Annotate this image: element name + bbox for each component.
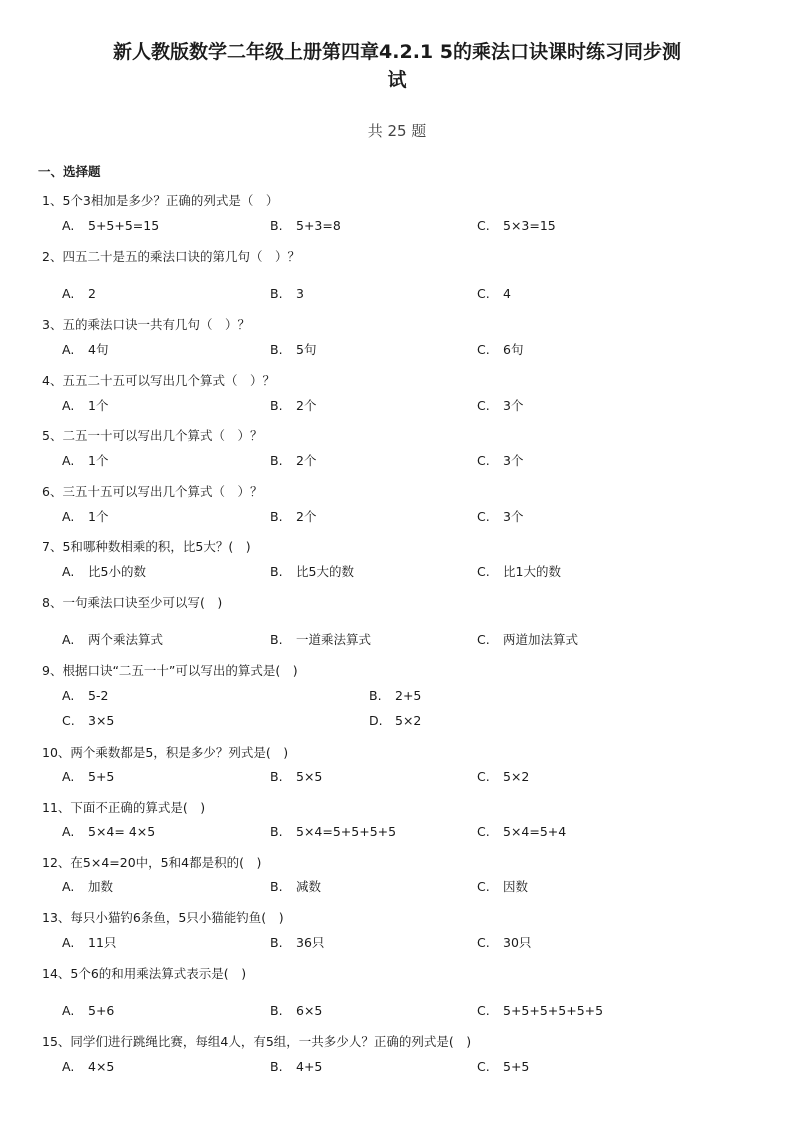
option-text: 5+3=8 <box>296 218 341 233</box>
option-text: 3个 <box>503 398 524 413</box>
answer-option[interactable] <box>270 1058 322 1076</box>
option-text: 5×4=5+5+5+5 <box>296 824 397 839</box>
answer-option[interactable] <box>270 823 396 841</box>
option-text: 5×4=5+4 <box>503 824 567 839</box>
answer-option[interactable] <box>270 631 371 649</box>
question-text: 7、5和哪种数相乘的积，比5大？( ) <box>42 539 251 554</box>
option-letter: B. <box>270 564 283 579</box>
question-text: 5、二五一十可以写出几个算式（ ）？ <box>42 428 263 443</box>
option-text: 6×5 <box>296 1003 323 1018</box>
question-text: 6、三五十五可以写出几个算式（ ）？ <box>42 484 263 499</box>
option-text: 2个 <box>296 453 317 468</box>
document-title <box>60 38 734 94</box>
option-letter: B. <box>270 632 283 647</box>
option-text: 5+5+5+5+5+5 <box>503 1003 604 1018</box>
answer-option[interactable] <box>62 217 159 235</box>
option-letter: C. <box>477 935 490 950</box>
option-text: 2个 <box>296 398 317 413</box>
option-text: 1个 <box>88 509 109 524</box>
question-text: 4、五五二十五可以写出几个算式（ ）？ <box>42 373 275 388</box>
option-letter: A. <box>62 824 75 839</box>
answer-option[interactable] <box>62 712 114 730</box>
title-line-2: 试 <box>387 69 407 91</box>
option-text: 5+5 <box>88 769 115 784</box>
option-letter: B. <box>270 342 283 357</box>
option-letter: B. <box>270 824 283 839</box>
option-text: 加数 <box>88 879 114 894</box>
option-text: 36只 <box>296 935 325 950</box>
option-letter: B. <box>369 688 382 703</box>
answer-option[interactable] <box>62 1058 114 1076</box>
option-letter: A. <box>62 398 75 413</box>
answer-option[interactable] <box>477 768 529 786</box>
option-text: 两个乘法算式 <box>88 632 164 647</box>
answer-option[interactable] <box>62 1002 114 1020</box>
option-text: 5×2 <box>395 713 422 728</box>
option-letter: A. <box>62 453 75 468</box>
option-letter: C. <box>62 713 75 728</box>
option-text: 因数 <box>503 879 529 894</box>
option-text: 5×4= 4×5 <box>88 824 156 839</box>
option-text: 11只 <box>88 935 117 950</box>
answer-option[interactable] <box>62 285 96 303</box>
question-text: 8、一句乘法口诀至少可以写( ) <box>42 595 223 610</box>
option-letter: B. <box>270 453 283 468</box>
option-text: 一道乘法算式 <box>296 632 372 647</box>
answer-option[interactable] <box>270 397 316 415</box>
option-letter: A. <box>62 509 75 524</box>
answer-option[interactable] <box>270 563 354 581</box>
answer-option[interactable] <box>62 934 116 952</box>
answer-option[interactable] <box>62 397 108 415</box>
question-text: 9、根据口诀“二五一十”可以写出的算式是( ) <box>42 663 298 678</box>
option-letter: C. <box>477 824 490 839</box>
answer-option[interactable] <box>477 563 561 581</box>
answer-option[interactable] <box>477 341 523 359</box>
option-letter: C. <box>477 342 490 357</box>
question-text: 1、5个3相加是多少？正确的列式是（ ） <box>42 193 279 208</box>
option-letter: C. <box>477 398 490 413</box>
option-letter: A. <box>62 218 75 233</box>
question-text: 2、四五二十是五的乘法口诀的第几句（ ）？ <box>42 249 300 264</box>
answer-option[interactable] <box>270 878 321 896</box>
option-text: 30只 <box>503 935 532 950</box>
option-text: 比5小的数 <box>88 564 146 579</box>
option-letter: B. <box>270 1003 283 1018</box>
title-line-1: 新人教版数学二年级上册第四章4.2.1 5的乘法口诀课时练习同步测 <box>113 41 681 63</box>
option-text: 比1大的数 <box>503 564 561 579</box>
question-text: 10、两个乘数都是5，积是多少？列式是( ) <box>42 745 289 760</box>
option-letter: D. <box>369 713 383 728</box>
option-text: 1个 <box>88 453 109 468</box>
option-letter: C. <box>477 879 490 894</box>
option-letter: C. <box>477 218 490 233</box>
question-text: 3、五的乘法口诀一共有几句（ ）？ <box>42 317 250 332</box>
option-text: 3个 <box>503 453 524 468</box>
option-text: 3×5 <box>88 713 115 728</box>
option-letter: B. <box>270 879 283 894</box>
option-letter: B. <box>270 935 283 950</box>
answer-option[interactable] <box>477 1058 529 1076</box>
answer-option[interactable] <box>270 508 316 526</box>
option-text: 5-2 <box>88 688 109 703</box>
answer-option[interactable] <box>477 397 523 415</box>
option-text: 4句 <box>88 342 109 357</box>
answer-option[interactable] <box>369 712 421 730</box>
answer-option[interactable] <box>270 768 322 786</box>
option-letter: A. <box>62 935 75 950</box>
option-text: 5句 <box>296 342 317 357</box>
option-letter: A. <box>62 342 75 357</box>
answer-option[interactable] <box>477 934 531 952</box>
answer-option[interactable] <box>477 217 556 235</box>
option-letter: B. <box>270 286 283 301</box>
question-text: 15、同学们进行跳绳比赛，每组4人，有5组，一共多少人？正确的列式是( ) <box>42 1034 472 1049</box>
answer-option[interactable] <box>477 452 523 470</box>
option-text: 3 <box>296 286 304 301</box>
option-text: 2 <box>88 286 96 301</box>
option-letter: A. <box>62 286 75 301</box>
answer-option[interactable] <box>477 508 523 526</box>
option-letter: B. <box>270 1059 283 1074</box>
option-text: 5+5+5=15 <box>88 218 160 233</box>
answer-option[interactable] <box>270 1002 322 1020</box>
answer-option[interactable] <box>270 452 316 470</box>
option-text: 两道加法算式 <box>503 632 579 647</box>
option-text: 2+5 <box>395 688 422 703</box>
option-letter: C. <box>477 286 490 301</box>
question-count: 共 25 题 <box>367 122 427 140</box>
option-letter: B. <box>270 218 283 233</box>
option-text: 2个 <box>296 509 317 524</box>
option-text: 5+6 <box>88 1003 115 1018</box>
answer-option[interactable] <box>62 823 155 841</box>
option-letter: A. <box>62 564 75 579</box>
option-letter: A. <box>62 769 75 784</box>
option-text: 4×5 <box>88 1059 115 1074</box>
option-text: 4 <box>503 286 511 301</box>
answer-option[interactable] <box>477 285 511 303</box>
option-text: 减数 <box>296 879 322 894</box>
option-letter: C. <box>477 1003 490 1018</box>
answer-option[interactable] <box>270 341 316 359</box>
option-letter: B. <box>270 398 283 413</box>
option-letter: C. <box>477 632 490 647</box>
answer-option[interactable] <box>62 687 108 705</box>
answer-option[interactable] <box>477 1002 603 1020</box>
answer-option[interactable] <box>270 217 341 235</box>
option-text: 5×5 <box>296 769 323 784</box>
option-text: 4+5 <box>296 1059 323 1074</box>
option-letter: C. <box>477 769 490 784</box>
question-text: 13、每只小猫钓6条鱼，5只小猫能钓鱼( ) <box>42 910 284 925</box>
answer-option[interactable] <box>62 631 163 649</box>
answer-option[interactable] <box>62 452 108 470</box>
option-letter: A. <box>62 688 75 703</box>
option-text: 6句 <box>503 342 524 357</box>
option-letter: C. <box>477 453 490 468</box>
option-letter: A. <box>62 1059 75 1074</box>
answer-option[interactable] <box>477 631 578 649</box>
question-text: 12、在5×4=20中，5和4都是积的( ) <box>42 855 262 870</box>
option-letter: C. <box>477 509 490 524</box>
question-text: 14、5个6的和用乘法算式表示是( ) <box>42 966 247 981</box>
option-text: 5+5 <box>503 1059 530 1074</box>
answer-option[interactable] <box>477 823 566 841</box>
option-text: 5×2 <box>503 769 530 784</box>
answer-option[interactable] <box>62 878 113 896</box>
option-letter: A. <box>62 879 75 894</box>
answer-option[interactable] <box>62 341 108 359</box>
option-letter: B. <box>270 769 283 784</box>
question-text: 11、下面不正确的算式是( ) <box>42 800 206 815</box>
option-text: 3个 <box>503 509 524 524</box>
answer-option[interactable] <box>62 768 114 786</box>
option-text: 1个 <box>88 398 109 413</box>
answer-option[interactable] <box>62 508 108 526</box>
option-letter: C. <box>477 1059 490 1074</box>
answer-option[interactable] <box>270 934 324 952</box>
answer-option[interactable] <box>62 563 146 581</box>
answer-option[interactable] <box>477 878 528 896</box>
option-letter: A. <box>62 632 75 647</box>
option-text: 5×3=15 <box>503 218 556 233</box>
answer-option[interactable] <box>270 285 304 303</box>
option-letter: C. <box>477 564 490 579</box>
option-letter: B. <box>270 509 283 524</box>
option-text: 比5大的数 <box>296 564 354 579</box>
section-title: 一、选择题 <box>38 164 101 179</box>
option-letter: A. <box>62 1003 75 1018</box>
answer-option[interactable] <box>369 687 421 705</box>
